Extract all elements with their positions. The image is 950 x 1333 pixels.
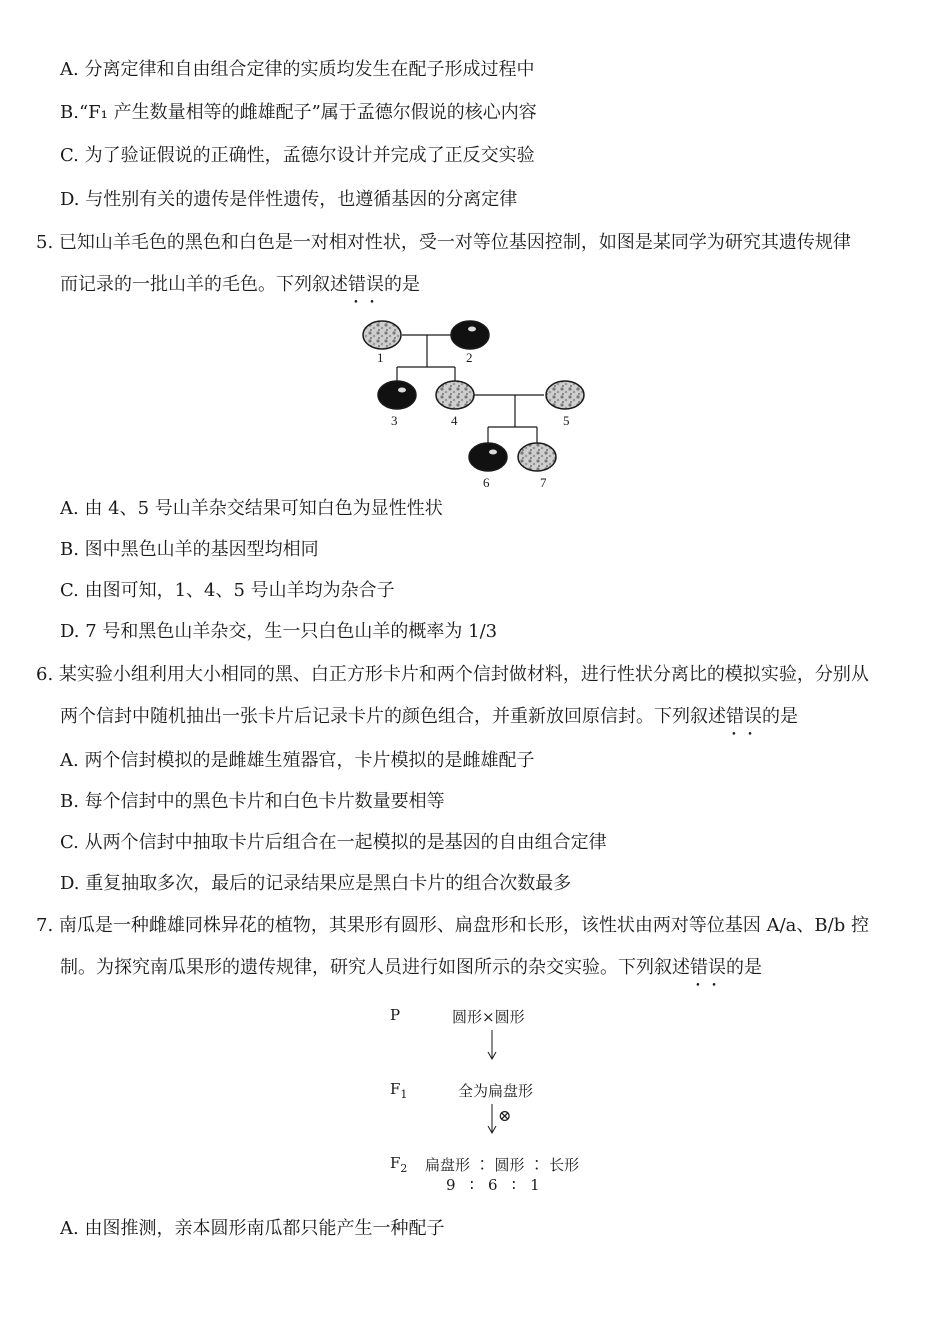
arrow-down-icon — [485, 1030, 499, 1062]
q5-option-b: B. 图中黑色山羊的基因型均相同 — [60, 539, 319, 560]
q6-emphasis: 错误 • • — [726, 705, 762, 729]
q4-option-d: D. 与性别有关的遗传是伴性遗传，也遵循基因的分离定律 — [60, 189, 518, 210]
pedigree-label-3: 3 — [391, 413, 398, 428]
sheep-6-black-icon — [469, 443, 507, 471]
arrow-down-icon — [485, 1104, 499, 1136]
q5-stem-line2: 而记录的一批山羊的毛色。下列叙述错误 • •的是 — [60, 273, 420, 297]
sheep-1-white-icon — [363, 321, 401, 349]
sheep-3-black-icon — [378, 381, 416, 409]
sheep-2-black-icon — [451, 321, 489, 349]
cross-f2-label: $F_2$ — [390, 1154, 408, 1175]
pedigree-label-2: 2 — [466, 350, 473, 365]
sheep-4-white-icon — [436, 381, 474, 409]
selfing-symbol-icon: ⊗ — [498, 1106, 512, 1125]
q4-option-c: C. 为了验证假说的正确性，孟德尔设计并完成了正反交实验 — [60, 145, 535, 166]
q7-stem-line2: 制。为探究南瓜果形的遗传规律，研究人员进行如图所示的杂交实验。下列叙述错误 • •的是 — [60, 956, 762, 980]
q4-option-b: B.“F₁ 产生数量相等的雌雄配子”属于孟德尔假说的核心内容 — [60, 102, 537, 123]
pedigree-figure — [360, 315, 592, 490]
cross-p-text: 圆形×圆形 — [452, 1008, 525, 1026]
cross-f1-text: 全为扁盘形 — [458, 1082, 534, 1100]
q6-option-c: C. 从两个信封中抽取卡片后组合在一起模拟的是基因的自由组合定律 — [60, 832, 607, 853]
q4-option-a: A. 分离定律和自由组合定律的实质均发生在配子形成过程中 — [60, 59, 535, 80]
pedigree-label-4: 4 — [451, 413, 458, 428]
q7-option-a: A. 由图推测，亲本圆形南瓜都只能产生一种配子 — [60, 1218, 445, 1239]
q5-emphasis: 错误 • • — [348, 273, 384, 297]
sheep-7-white-icon — [518, 443, 556, 471]
cross-f1-label: $F_1$ — [390, 1080, 408, 1101]
sheep-5-white-icon — [546, 381, 584, 409]
q6-option-b: B. 每个信封中的黑色卡片和白色卡片数量要相等 — [60, 791, 445, 812]
pedigree-label-6: 6 — [483, 475, 490, 490]
q5-stem-line1: 5. 已知山羊毛色的黑色和白色是一对相对性状，受一对等位基因控制，如图是某同学为研究其遗传规律 — [36, 232, 851, 253]
q5-option-a: A. 由 4、5 号山羊杂交结果可知白色为显性性状 — [60, 498, 443, 519]
q6-stem-line1: 6. 某实验小组利用大小相同的黑、白正方形卡片和两个信封做材料，进行性状分离比的模拟实验，分别从 — [36, 664, 869, 685]
q7-emphasis: 错误 • • — [690, 956, 726, 980]
q6-option-d: D. 重复抽取多次，最后的记录结果应是黑白卡片的组合次数最多 — [60, 873, 572, 894]
cross-diagram — [380, 1000, 620, 1200]
q5-option-d: D. 7 号和黑色山羊杂交，生一只白色山羊的概率为 1/3 — [60, 621, 498, 642]
q7-stem-line1: 7. 南瓜是一种雌雄同株异花的植物，其果形有圆形、扁盘形和长形，该性状由两对等位基因 A/a、B/b 控 — [36, 915, 869, 936]
cross-f2-ratio: 9 ∶ 6 ∶ 1 — [446, 1176, 540, 1194]
cross-f2-text: 扁盘形 ∶ 圆形 ∶ 长形 — [425, 1156, 580, 1174]
pedigree-label-7: 7 — [540, 475, 547, 490]
pedigree-label-5: 5 — [563, 413, 570, 428]
q6-stem-line2: 两个信封中随机抽出一张卡片后记录卡片的颜色组合，并重新放回原信封。下列叙述错误 • •的是 — [60, 705, 798, 729]
q5-option-c: C. 由图可知，1、4、5 号山羊均为杂合子 — [60, 580, 395, 601]
pedigree-label-1: 1 — [377, 350, 384, 365]
cross-p-label: P — [390, 1006, 401, 1024]
q6-option-a: A. 两个信封模拟的是雌雄生殖器官，卡片模拟的是雌雄配子 — [60, 750, 535, 771]
